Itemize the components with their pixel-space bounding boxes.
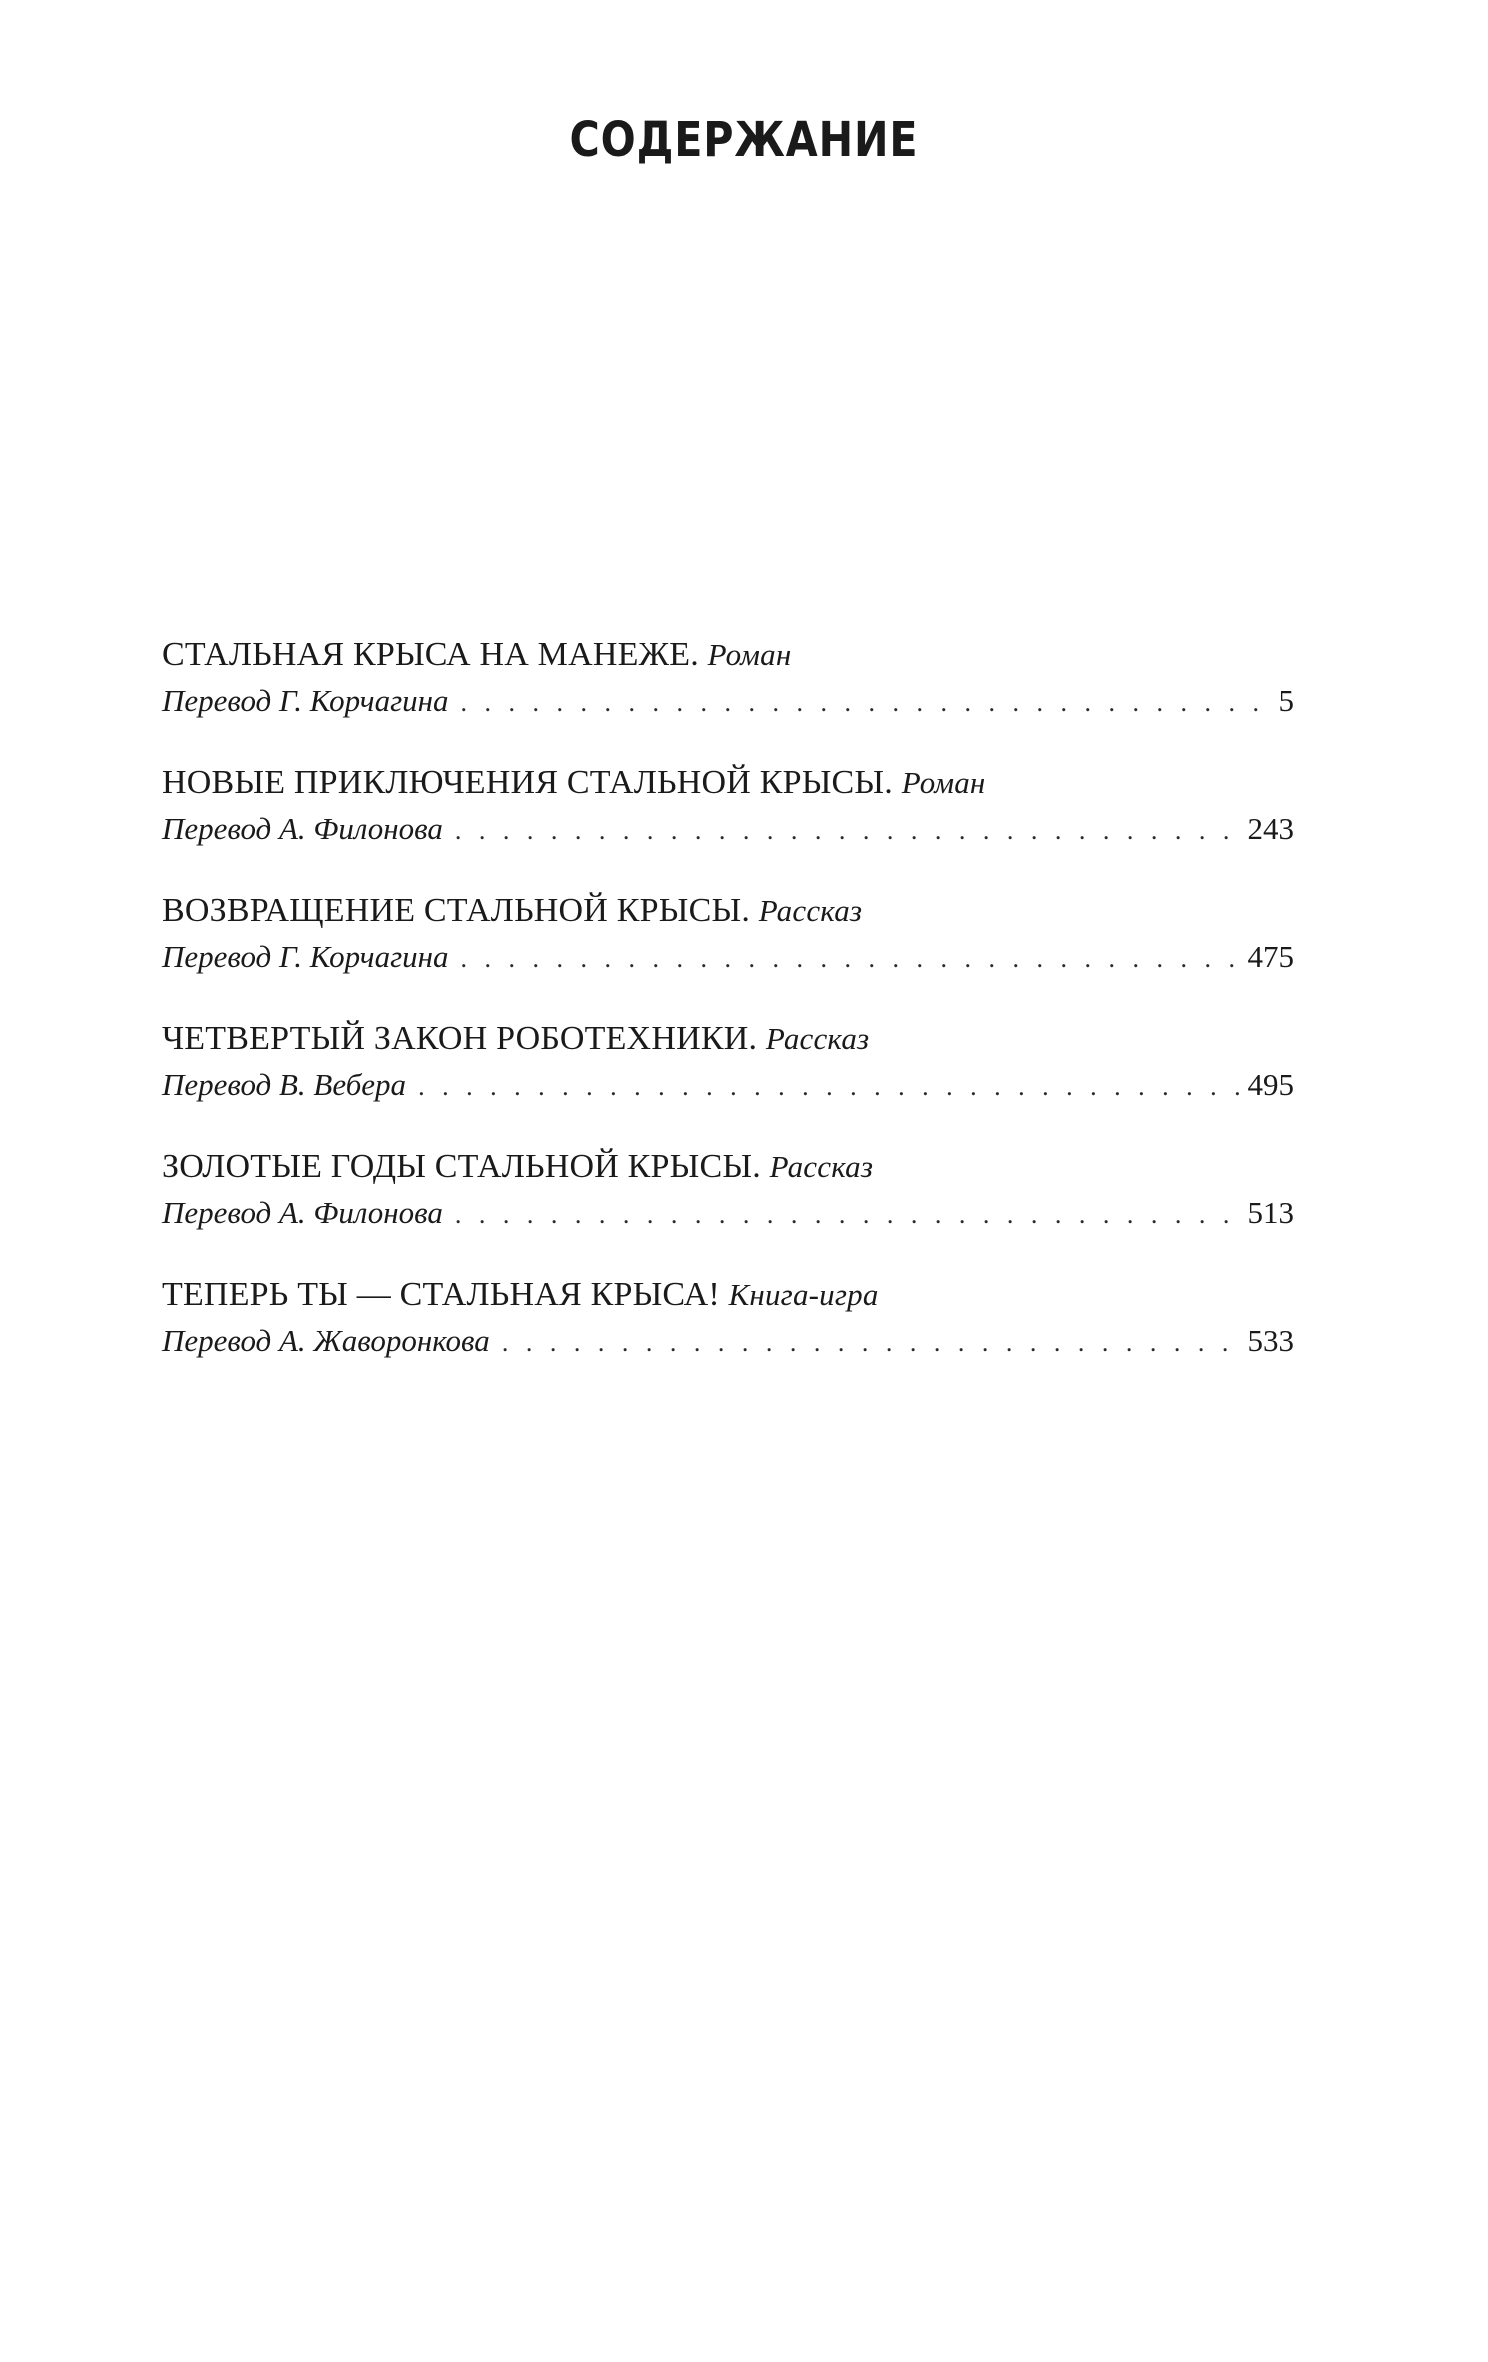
entry-genre: Рассказ	[758, 893, 863, 928]
entry-page-number: 533	[1247, 1323, 1294, 1358]
entry-translator: Перевод В. Вебера	[162, 1067, 407, 1102]
table-of-contents	[162, 632, 1294, 1400]
toc-entry	[162, 632, 1294, 760]
entry-title-line	[162, 1016, 1294, 1062]
entry-translator: Перевод Г. Корчагина	[162, 939, 449, 974]
toc-entry	[162, 1272, 1294, 1400]
entry-page-number: 495	[1247, 1067, 1294, 1102]
toc-entry	[162, 760, 1294, 888]
entry-translator: Перевод Г. Корчагина	[162, 683, 449, 718]
entry-translator-line	[162, 1318, 1294, 1366]
entry-translator-line	[162, 934, 1294, 982]
toc-entry	[162, 1144, 1294, 1272]
entry-title: ВОЗВРАЩЕНИЕ СТАЛЬНОЙ КРЫСЫ.	[162, 892, 751, 929]
entry-title: НОВЫЕ ПРИКЛЮЧЕНИЯ СТАЛЬНОЙ КРЫСЫ.	[162, 764, 893, 801]
entry-page-number: 475	[1247, 939, 1294, 974]
entry-translator: Перевод А. Филонова	[162, 1195, 443, 1230]
entry-genre: Роман	[901, 765, 986, 800]
entry-page-number: 5	[1278, 683, 1294, 718]
entry-translator: Перевод А. Филонова	[162, 811, 443, 846]
dot-leader	[418, 1064, 1243, 1110]
entry-translator-line	[162, 806, 1294, 854]
toc-entry	[162, 888, 1294, 1016]
entry-genre: Книга-игра	[728, 1277, 879, 1312]
entry-title: ЗОЛОТЫЕ ГОДЫ СТАЛЬНОЙ КРЫСЫ.	[162, 1148, 761, 1185]
dot-leader	[502, 1320, 1244, 1366]
entry-translator: Перевод А. Жаворонкова	[162, 1323, 490, 1358]
toc-entry	[162, 1016, 1294, 1144]
entry-title-line	[162, 1272, 1294, 1318]
entry-genre: Роман	[707, 637, 792, 672]
entry-title: ЧЕТВЕРТЫЙ ЗАКОН РОБОТЕХНИКИ.	[162, 1020, 758, 1057]
dot-leader	[461, 680, 1266, 726]
entry-translator-line	[162, 1062, 1294, 1110]
entry-genre: Рассказ	[769, 1149, 874, 1184]
entry-title-line	[162, 760, 1294, 806]
contents-heading: СОДЕРЖАНИЕ	[569, 112, 919, 168]
entry-page-number: 243	[1247, 811, 1294, 846]
dot-leader	[455, 808, 1244, 854]
dot-leader	[455, 1192, 1244, 1238]
entry-title: ТЕПЕРЬ ТЫ — СТАЛЬНАЯ КРЫСА!	[162, 1276, 720, 1313]
entry-translator-line	[162, 678, 1294, 726]
entry-title-line	[162, 1144, 1294, 1190]
dot-leader	[461, 936, 1244, 982]
entry-title-line	[162, 888, 1294, 934]
entry-genre: Рассказ	[765, 1021, 870, 1056]
entry-title-line	[162, 632, 1294, 678]
entry-page-number: 513	[1247, 1195, 1294, 1230]
entry-translator-line	[162, 1190, 1294, 1238]
entry-title: СТАЛЬНАЯ КРЫСА НА МАНЕЖЕ.	[162, 636, 699, 673]
